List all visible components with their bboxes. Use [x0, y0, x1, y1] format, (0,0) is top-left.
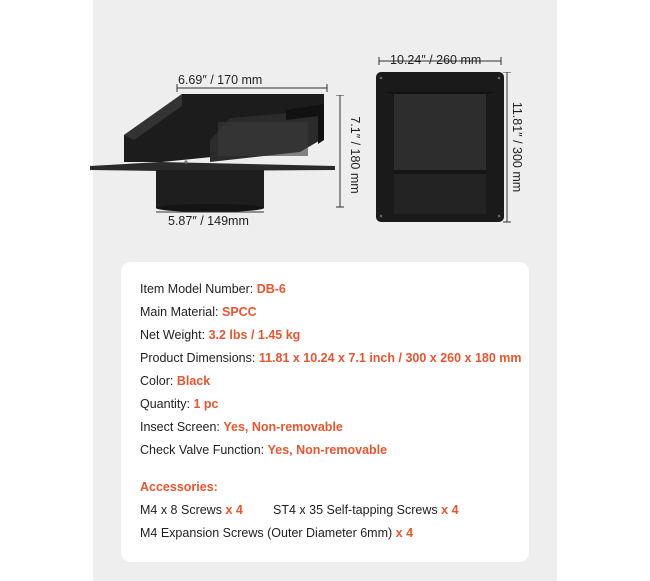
- spec-row-check-valve: Check Valve Function: Yes, Non-removable: [140, 443, 388, 457]
- spec-row-material: Main Material: SPCC: [140, 305, 257, 319]
- spec-row-quantity: Quantity: 1 pc: [140, 397, 219, 411]
- side-view-product-image: [90, 70, 350, 220]
- spec-row-weight: Net Weight: 3.2 lbs / 1.45 kg: [140, 328, 301, 342]
- accessory-item: ST4 x 35 Self-tapping Screws x 4: [273, 503, 459, 517]
- front-width-label: 10.24″ / 260 mm: [390, 53, 482, 67]
- accessory-item: M4 Expansion Screws (Outer Diameter 6mm) x 4: [140, 526, 414, 540]
- top-width-label: 6.69″ / 170 mm: [178, 73, 263, 87]
- height-label: 7.1″ / 180 mm: [348, 116, 362, 194]
- front-view-product-image: [372, 52, 512, 227]
- accessory-item: M4 x 8 Screws x 4: [140, 503, 243, 517]
- spec-row-dimensions: Product Dimensions: 11.81 x 10.24 x 7.1 inch / 300 x 260 x 180 mm: [140, 351, 522, 365]
- bottom-width-label: 5.87″ / 149mm: [168, 214, 249, 228]
- spec-row-color: Color: Black: [140, 374, 211, 388]
- accessories-title: Accessories:: [140, 480, 218, 494]
- spec-row-model: Item Model Number: DB-6: [140, 282, 286, 296]
- spec-row-insect-screen: Insect Screen: Yes, Non-removable: [140, 420, 343, 434]
- height-dimension-line: [335, 95, 345, 210]
- specifications-card: [121, 262, 529, 562]
- front-height-label: 11.81″ / 300 mm: [510, 101, 524, 193]
